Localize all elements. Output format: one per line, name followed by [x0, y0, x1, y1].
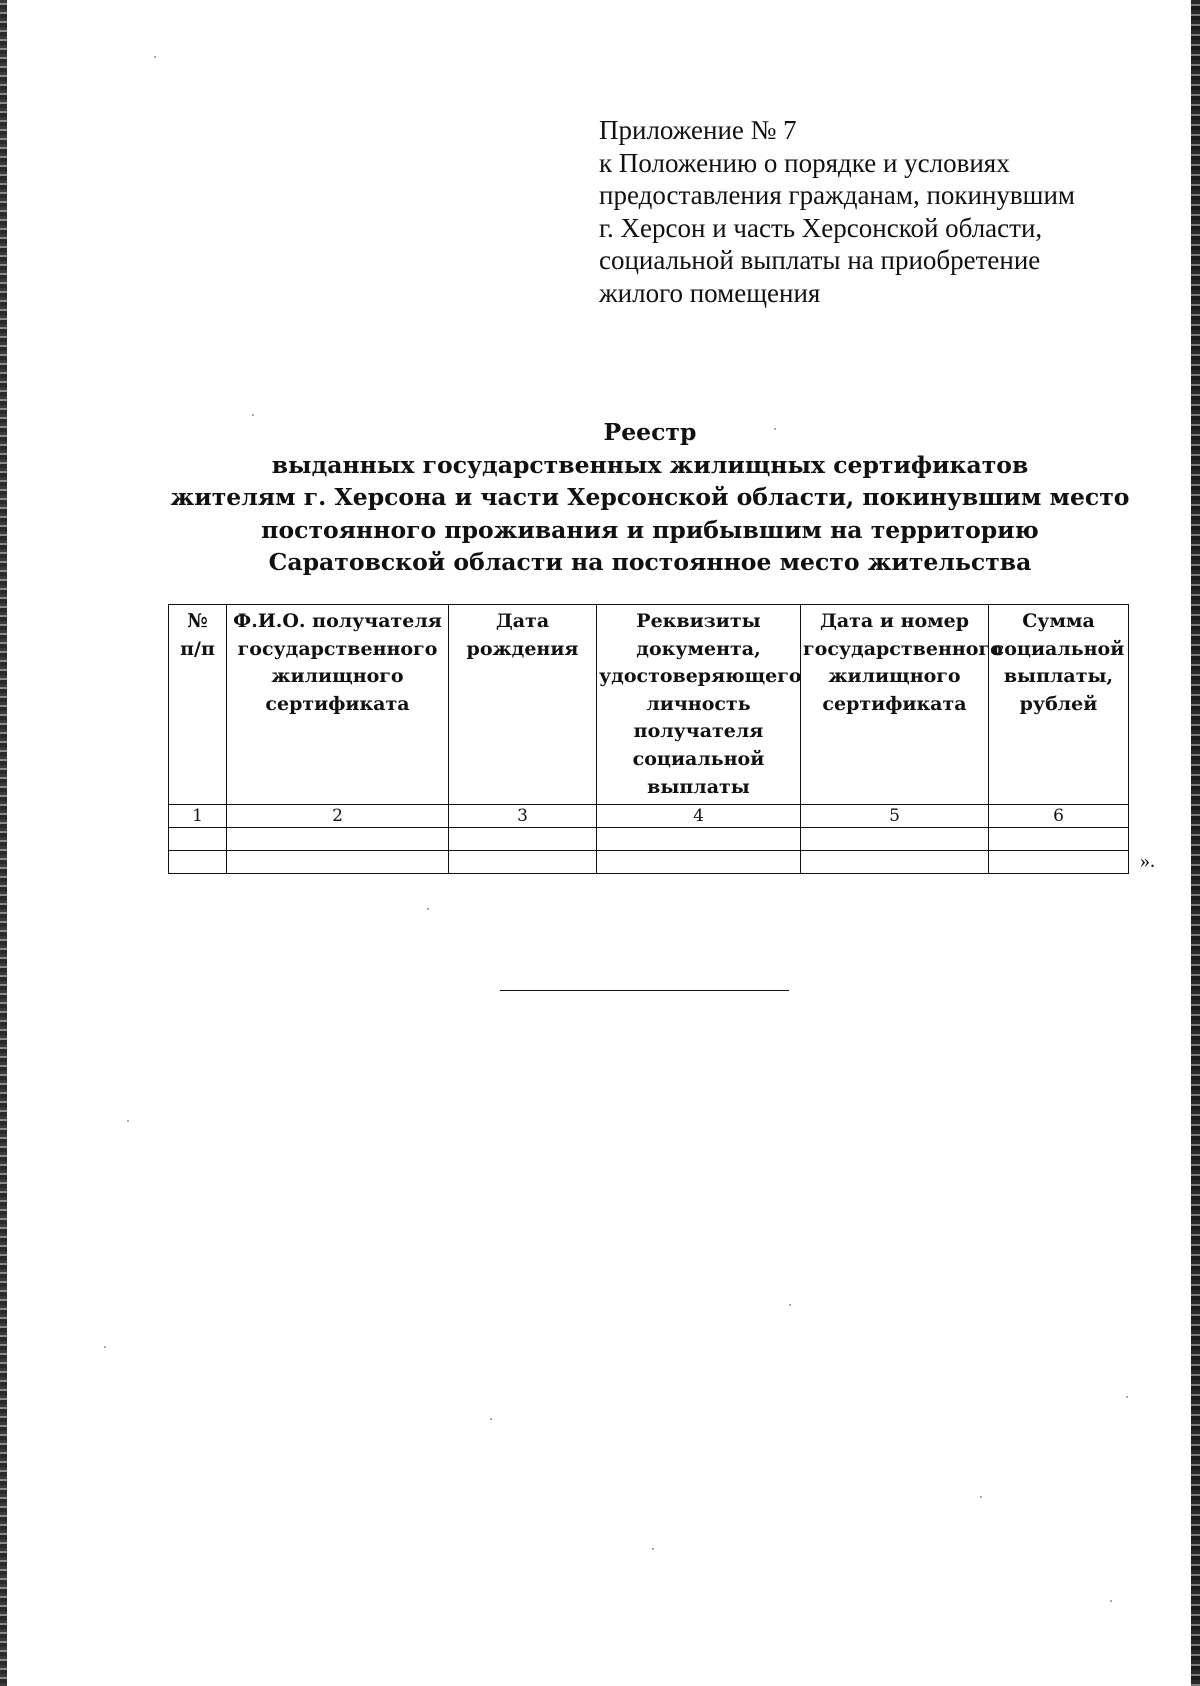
separator-line — [500, 990, 789, 991]
header-cell-certificate-date-number — [801, 605, 1003, 805]
title-line: выданных государственных жилищных сертификатов — [271, 450, 1029, 479]
table-cell — [227, 851, 449, 874]
header-cell-index — [169, 605, 227, 805]
scan-edge-right — [1191, 0, 1200, 1686]
scan-speck — [154, 56, 156, 58]
table-cell — [449, 851, 597, 874]
header-line: государственного — [237, 637, 438, 660]
scan-speck — [490, 1418, 492, 1420]
table-cell — [227, 828, 449, 851]
title-line: постоянного проживания и прибывшим на территорию — [261, 515, 1039, 544]
column-number-cell: 6 — [989, 805, 1129, 828]
appendix-line: г. Херсон и часть Херсонской области, — [599, 212, 1043, 243]
scan-speck — [774, 428, 776, 430]
header-line: сертификата — [265, 692, 410, 715]
header-cell-recipient-name — [227, 605, 449, 805]
scan-speck — [1110, 1600, 1112, 1602]
header-line: личность — [646, 692, 751, 715]
header-line: жилищного — [271, 665, 404, 688]
header-cell-payment-amount — [989, 605, 1129, 805]
header-line: сертификата — [822, 692, 967, 715]
column-number-cell: 5 — [801, 805, 989, 828]
scan-speck — [1126, 1396, 1128, 1398]
title-line: жителям г. Херсона и части Херсонской области, покинувшим место — [170, 483, 1130, 512]
header-cell-id-document — [597, 605, 801, 805]
table-row — [169, 828, 1129, 851]
table-cell — [989, 828, 1129, 851]
appendix-reference — [599, 114, 1159, 310]
column-number-cell: 4 — [597, 805, 801, 828]
header-line: документа, — [636, 637, 761, 660]
appendix-line: к Положению о порядке и условиях — [599, 147, 1010, 178]
header-line: Сумма — [1022, 610, 1095, 632]
table-cell — [989, 851, 1129, 874]
closing-quote: ». — [1140, 850, 1155, 872]
header-line: Дата и номер — [819, 610, 970, 632]
table-cell — [169, 828, 227, 851]
header-line: получателя — [633, 720, 764, 743]
appendix-line: социальной выплаты на приобретение — [599, 245, 1041, 276]
header-line: Дата — [495, 610, 550, 632]
scan-speck — [104, 1346, 106, 1348]
table-cell — [169, 851, 227, 874]
header-line: п/п — [180, 637, 215, 660]
header-line: удостоверяющего — [599, 665, 802, 688]
title-line: Реестр — [603, 418, 697, 446]
header-line: Ф.И.О. получателя — [233, 610, 442, 632]
header-line: выплаты — [647, 775, 750, 798]
table-cell — [801, 851, 989, 874]
column-number-cell: 1 — [169, 805, 227, 828]
header-line: социальной — [992, 637, 1125, 660]
header-line: социальной — [632, 747, 765, 770]
scan-speck — [789, 1304, 791, 1306]
registry-table — [168, 604, 1129, 874]
table-cell — [597, 851, 801, 874]
appendix-line: предоставления гражданам, покинувшим — [599, 180, 1075, 211]
document-title — [150, 416, 1150, 579]
header-cell-birth-date — [449, 605, 597, 805]
scan-speck — [252, 414, 254, 416]
scan-speck — [127, 1120, 129, 1122]
header-line: выплаты, — [1003, 665, 1114, 688]
header-line: Реквизиты — [636, 610, 761, 632]
column-number-row — [169, 805, 1129, 828]
scan-edge-left — [0, 0, 7, 1686]
header-row — [169, 605, 1129, 805]
header-line: рождения — [466, 637, 579, 660]
header-line: государственного — [803, 637, 1003, 660]
column-number-cell: 2 — [227, 805, 449, 828]
header-line: рублей — [1019, 692, 1098, 715]
table-cell — [801, 828, 989, 851]
scan-speck — [427, 908, 429, 910]
table-cell — [449, 828, 597, 851]
appendix-line: жилого помещения — [599, 277, 821, 308]
table-cell — [597, 828, 801, 851]
title-line: Саратовской области на постоянное место жительства — [268, 548, 1032, 577]
column-number-cell: 3 — [449, 805, 597, 828]
header-line: жилищного — [828, 665, 961, 688]
header-line: № — [187, 610, 208, 632]
table-row — [169, 851, 1129, 874]
scan-speck — [980, 1496, 982, 1498]
appendix-line: Приложение № 7 — [599, 115, 797, 145]
scan-speck — [652, 1548, 654, 1550]
